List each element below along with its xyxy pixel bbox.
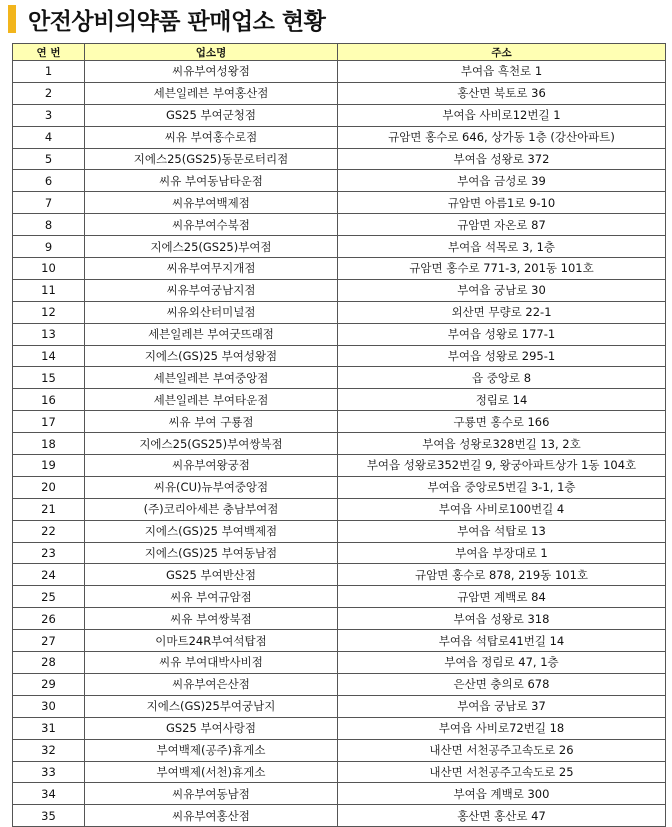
cell-no: 7	[13, 192, 85, 214]
table-row	[13, 411, 666, 433]
table-row	[13, 673, 666, 695]
cell-name: 지에스25(GS25)부여점	[85, 236, 338, 258]
cell-address: 부여읍 성왕로352번길 9, 왕궁아파트상가 1동 104호	[338, 455, 666, 477]
cell-address: 부여읍 궁남로 37	[338, 695, 666, 717]
table-row	[13, 652, 666, 674]
cell-address: 홍산면 홍산로 47	[338, 805, 666, 827]
table-row	[13, 542, 666, 564]
cell-name: 씨유 부여규암점	[85, 586, 338, 608]
cell-name: 이마트24R부여석탑점	[85, 630, 338, 652]
title-accent-bar	[8, 5, 16, 33]
cell-address: 부여읍 석탑로 13	[338, 520, 666, 542]
cell-address: 읍 중앙로 8	[338, 367, 666, 389]
cell-address: 부여읍 정림로 47, 1층	[338, 652, 666, 674]
table-row	[13, 455, 666, 477]
cell-no: 27	[13, 630, 85, 652]
cell-name: 세븐일레븐 부여홍산점	[85, 82, 338, 104]
cell-name: 씨유부여무지개점	[85, 258, 338, 280]
cell-name: 씨유부여성왕점	[85, 61, 338, 83]
page-title: 안전상비의약품 판매업소 현황	[28, 8, 326, 35]
table-row	[13, 520, 666, 542]
cell-no: 5	[13, 148, 85, 170]
table-row	[13, 61, 666, 83]
cell-no: 14	[13, 345, 85, 367]
cell-no: 22	[13, 520, 85, 542]
table-row	[13, 389, 666, 411]
cell-address: 내산면 서천공주고속도로 26	[338, 739, 666, 761]
cell-no: 1	[13, 61, 85, 83]
title-bar	[8, 4, 325, 34]
cell-address: 부여읍 석탑로41번길 14	[338, 630, 666, 652]
cell-address: 부여읍 사비로100번길 4	[338, 498, 666, 520]
cell-no: 8	[13, 214, 85, 236]
table-row	[13, 608, 666, 630]
cell-address: 정림로 14	[338, 389, 666, 411]
cell-no: 11	[13, 279, 85, 301]
cell-no: 15	[13, 367, 85, 389]
cell-name: 씨유 부여쌍북점	[85, 608, 338, 630]
cell-name: 지에스25(GS25)동문로터리점	[85, 148, 338, 170]
cell-address: 부여읍 금성로 39	[338, 170, 666, 192]
cell-address: 부여읍 부장대로 1	[338, 542, 666, 564]
cell-no: 4	[13, 126, 85, 148]
header-address: 주소	[338, 44, 666, 61]
cell-name: 씨유부여은산점	[85, 673, 338, 695]
table-row	[13, 783, 666, 805]
header-no: 연 번	[13, 44, 85, 61]
cell-no: 20	[13, 476, 85, 498]
cell-address: 규암면 계백로 84	[338, 586, 666, 608]
cell-name: 씨유부여홍산점	[85, 805, 338, 827]
table-row	[13, 586, 666, 608]
table-body	[13, 61, 666, 827]
cell-no: 32	[13, 739, 85, 761]
table-row	[13, 805, 666, 827]
cell-no: 3	[13, 104, 85, 126]
cell-no: 18	[13, 433, 85, 455]
cell-address: 부여읍 성왕로 177-1	[338, 323, 666, 345]
cell-no: 19	[13, 455, 85, 477]
cell-address: 부여읍 흑천로 1	[338, 61, 666, 83]
cell-address: 규암면 아름1로 9-10	[338, 192, 666, 214]
cell-name: 씨유 부여홍수로점	[85, 126, 338, 148]
table-row	[13, 82, 666, 104]
cell-name: 씨유 부여대박사비점	[85, 652, 338, 674]
cell-address: 부여읍 성왕로 318	[338, 608, 666, 630]
cell-address: 부여읍 성왕로 295-1	[338, 345, 666, 367]
cell-name: 지에스(GS)25 부여백제점	[85, 520, 338, 542]
cell-address: 내산면 서천공주고속도로 25	[338, 761, 666, 783]
cell-no: 2	[13, 82, 85, 104]
cell-address: 부여읍 석목로 3, 1층	[338, 236, 666, 258]
cell-address: 외산면 무량로 22-1	[338, 301, 666, 323]
table-header-row	[13, 44, 666, 61]
table-row	[13, 345, 666, 367]
table-row	[13, 476, 666, 498]
cell-address: 부여읍 사비로72번길 18	[338, 717, 666, 739]
cell-name: 씨유부여궁남지점	[85, 279, 338, 301]
table-row	[13, 258, 666, 280]
cell-name: 씨유부여수북점	[85, 214, 338, 236]
cell-no: 16	[13, 389, 85, 411]
cell-no: 28	[13, 652, 85, 674]
cell-name: 씨유부여왕궁점	[85, 455, 338, 477]
table-row	[13, 717, 666, 739]
cell-name: 세븐일레븐 부여중앙점	[85, 367, 338, 389]
cell-no: 30	[13, 695, 85, 717]
cell-address: 부여읍 궁남로 30	[338, 279, 666, 301]
cell-no: 13	[13, 323, 85, 345]
table-row	[13, 214, 666, 236]
cell-name: GS25 부여군청점	[85, 104, 338, 126]
table-row	[13, 126, 666, 148]
cell-address: 규암면 홍수로 771-3, 201동 101호	[338, 258, 666, 280]
store-table	[12, 43, 666, 827]
cell-no: 17	[13, 411, 85, 433]
cell-name: 씨유외산터미널점	[85, 301, 338, 323]
table-row	[13, 279, 666, 301]
cell-address: 홍산면 북토로 36	[338, 82, 666, 104]
table-row	[13, 170, 666, 192]
header-name: 업소명	[85, 44, 338, 61]
cell-name: 세븐일레븐 부여굿뜨래점	[85, 323, 338, 345]
table-row	[13, 739, 666, 761]
cell-no: 31	[13, 717, 85, 739]
cell-no: 34	[13, 783, 85, 805]
cell-no: 25	[13, 586, 85, 608]
cell-address: 규암면 홍수로 646, 상가동 1층 (강산아파트)	[338, 126, 666, 148]
cell-name: 씨유 부여동남타운점	[85, 170, 338, 192]
cell-address: 규암면 자온로 87	[338, 214, 666, 236]
cell-name: 부여백제(서천)휴게소	[85, 761, 338, 783]
table-row	[13, 630, 666, 652]
cell-no: 10	[13, 258, 85, 280]
cell-no: 9	[13, 236, 85, 258]
cell-name: 세븐일레븐 부여타운점	[85, 389, 338, 411]
cell-address: 부여읍 성왕로328번길 13, 2호	[338, 433, 666, 455]
table-row	[13, 301, 666, 323]
cell-address: 부여읍 성왕로 372	[338, 148, 666, 170]
cell-name: 지에스(GS)25부여궁남지	[85, 695, 338, 717]
cell-address: 은산면 충의로 678	[338, 673, 666, 695]
cell-name: 부여백제(공주)휴게소	[85, 739, 338, 761]
cell-name: 씨유부여백제점	[85, 192, 338, 214]
table-row	[13, 433, 666, 455]
cell-no: 24	[13, 564, 85, 586]
cell-no: 21	[13, 498, 85, 520]
table-row	[13, 761, 666, 783]
cell-name: 씨유 부여 구룡점	[85, 411, 338, 433]
cell-no: 12	[13, 301, 85, 323]
cell-name: GS25 부여사랑점	[85, 717, 338, 739]
cell-name: 지에스25(GS25)부여쌍북점	[85, 433, 338, 455]
table-row	[13, 498, 666, 520]
cell-address: 부여읍 계백로 300	[338, 783, 666, 805]
table-row	[13, 236, 666, 258]
cell-no: 26	[13, 608, 85, 630]
table-row	[13, 695, 666, 717]
cell-name: 지에스(GS)25 부여성왕점	[85, 345, 338, 367]
cell-address: 부여읍 중앙로5번길 3-1, 1층	[338, 476, 666, 498]
cell-name: GS25 부여반산점	[85, 564, 338, 586]
cell-address: 부여읍 사비로12번길 1	[338, 104, 666, 126]
cell-address: 구룡면 홍수로 166	[338, 411, 666, 433]
table-row	[13, 323, 666, 345]
cell-address: 규암면 홍수로 878, 219동 101호	[338, 564, 666, 586]
cell-name: 지에스(GS)25 부여동남점	[85, 542, 338, 564]
cell-no: 33	[13, 761, 85, 783]
table-row	[13, 564, 666, 586]
table-row	[13, 104, 666, 126]
cell-name: (주)코리아세븐 충남부여점	[85, 498, 338, 520]
table-row	[13, 148, 666, 170]
table-row	[13, 367, 666, 389]
cell-no: 29	[13, 673, 85, 695]
cell-no: 35	[13, 805, 85, 827]
cell-name: 씨유(CU)뉴부여중앙점	[85, 476, 338, 498]
cell-name: 씨유부여동남점	[85, 783, 338, 805]
cell-no: 23	[13, 542, 85, 564]
cell-no: 6	[13, 170, 85, 192]
table-row	[13, 192, 666, 214]
